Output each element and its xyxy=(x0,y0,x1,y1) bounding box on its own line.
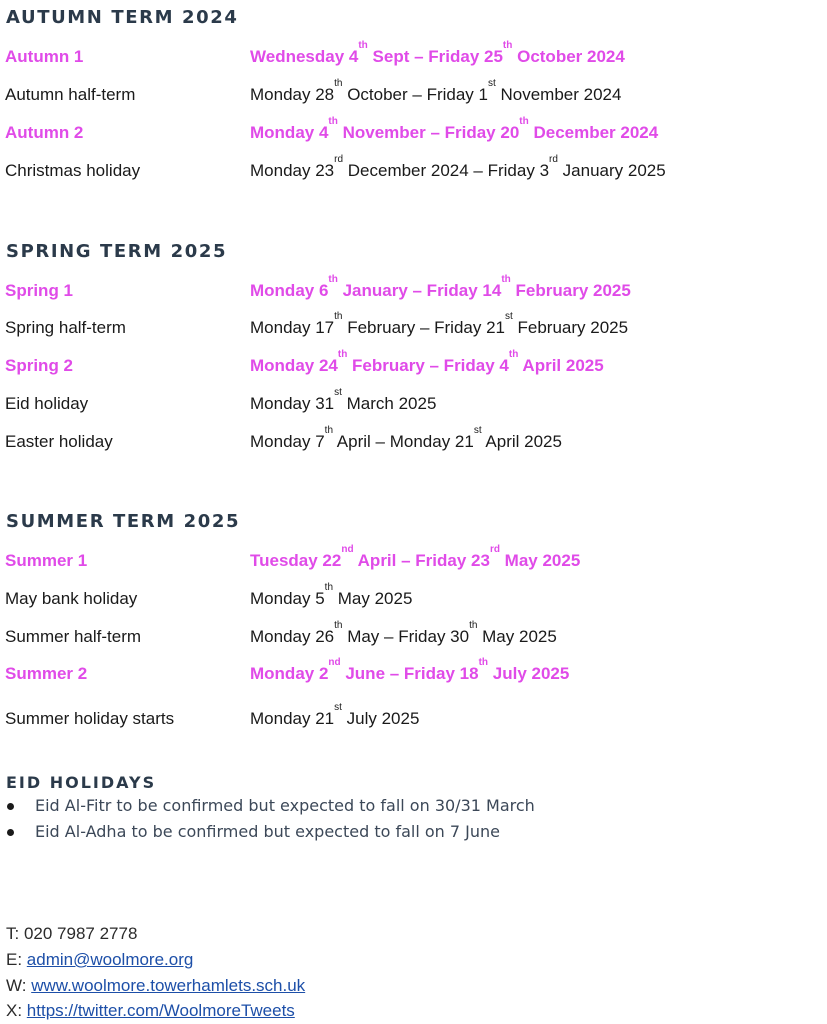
row-label: Autumn half-term xyxy=(5,85,136,104)
x-prefix: X: xyxy=(6,1001,27,1020)
row-label: Autumn 1 xyxy=(5,47,84,66)
term-row-spring-2 xyxy=(0,349,827,382)
row-dates: Monday 6th January – Friday 14th February 2025 xyxy=(250,274,631,300)
term-row-summer-1 xyxy=(0,544,827,577)
row-label: Christmas holiday xyxy=(5,161,141,180)
term-row-summer-holiday-starts xyxy=(0,702,827,735)
term-row-eid-holiday xyxy=(0,387,827,420)
term-row-autumn-1 xyxy=(0,40,827,73)
spring-term-heading: SPRING TERM 2025 xyxy=(6,241,228,262)
term-row-autumn-2 xyxy=(0,116,827,149)
phone-prefix: T: xyxy=(6,924,24,943)
row-dates: Monday 26th May – Friday 30th May 2025 xyxy=(250,620,557,646)
phone-number: 020 7987 2778 xyxy=(23,924,138,943)
row-label: Summer holiday starts xyxy=(5,709,175,728)
list-item-text: Eid Al-Fitr to be confirmed but expected to fall on 30/31 March xyxy=(35,796,535,815)
twitter-link[interactable]: https://twitter.com/WoolmoreTweets xyxy=(26,1001,295,1020)
row-dates: Tuesday 22nd April – Friday 23rd May 2025 xyxy=(250,544,581,570)
row-dates: Monday 31st March 2025 xyxy=(250,387,437,413)
term-row-easter-holiday xyxy=(0,425,827,458)
contact-email xyxy=(6,950,193,970)
row-label: Summer 2 xyxy=(5,664,88,683)
term-row-spring-1 xyxy=(0,274,827,307)
row-dates: Monday 17th February – Friday 21st February 2025 xyxy=(250,311,629,337)
term-row-christmas-holiday xyxy=(0,154,827,187)
row-label: Spring 1 xyxy=(5,281,74,300)
row-dates: Monday 2nd June – Friday 18th July 2025 xyxy=(250,657,570,683)
row-dates: Monday 24th February – Friday 4th April 2025 xyxy=(250,349,604,375)
row-label: Eid holiday xyxy=(5,394,89,413)
contact-website xyxy=(6,976,305,996)
row-dates: Monday 28th October – Friday 1st November 2024 xyxy=(250,78,622,104)
term-row-autumn-half-term xyxy=(0,78,827,111)
row-dates: Wednesday 4th Sept – Friday 25th October 2024 xyxy=(250,40,625,66)
autumn-term-heading: AUTUMN TERM 2024 xyxy=(6,7,239,28)
website-link[interactable]: www.woolmore.towerhamlets.sch.uk xyxy=(31,976,306,995)
summer-term-heading: SUMMER TERM 2025 xyxy=(6,511,241,532)
row-label: May bank holiday xyxy=(5,589,138,608)
bullet-icon xyxy=(7,803,14,810)
row-dates: Monday 23rd December 2024 – Friday 3rd January 2025 xyxy=(250,154,666,180)
row-dates: Monday 5th May 2025 xyxy=(250,582,413,608)
term-row-summer-half-term xyxy=(0,620,827,653)
bullet-icon xyxy=(7,829,14,836)
contact-phone xyxy=(6,924,137,944)
contact-x xyxy=(6,1001,295,1021)
list-item xyxy=(0,796,827,822)
row-dates: Monday 4th November – Friday 20th December 2024 xyxy=(250,116,659,142)
row-label: Autumn 2 xyxy=(5,123,84,142)
web-prefix: W: xyxy=(6,976,32,995)
term-row-summer-2 xyxy=(0,657,827,690)
eid-holidays-list xyxy=(0,796,827,848)
term-row-spring-half-term xyxy=(0,311,827,344)
list-item xyxy=(0,822,827,848)
email-link[interactable]: admin@woolmore.org xyxy=(26,950,194,969)
term-row-may-bank-holiday xyxy=(0,582,827,615)
row-label: Spring half-term xyxy=(5,318,126,337)
row-dates: Monday 21st July 2025 xyxy=(250,702,420,728)
list-item-text: Eid Al-Adha to be confirmed but expected to fall on 7 June xyxy=(35,822,500,841)
row-dates: Monday 7th April – Monday 21st April 2025 xyxy=(250,425,562,451)
row-label: Spring 2 xyxy=(5,356,74,375)
row-label: Easter holiday xyxy=(5,432,113,451)
eid-holidays-heading: EID HOLIDAYS xyxy=(6,773,157,792)
row-label: Summer half-term xyxy=(5,627,142,646)
email-prefix: E: xyxy=(6,950,27,969)
row-label: Summer 1 xyxy=(5,551,88,570)
